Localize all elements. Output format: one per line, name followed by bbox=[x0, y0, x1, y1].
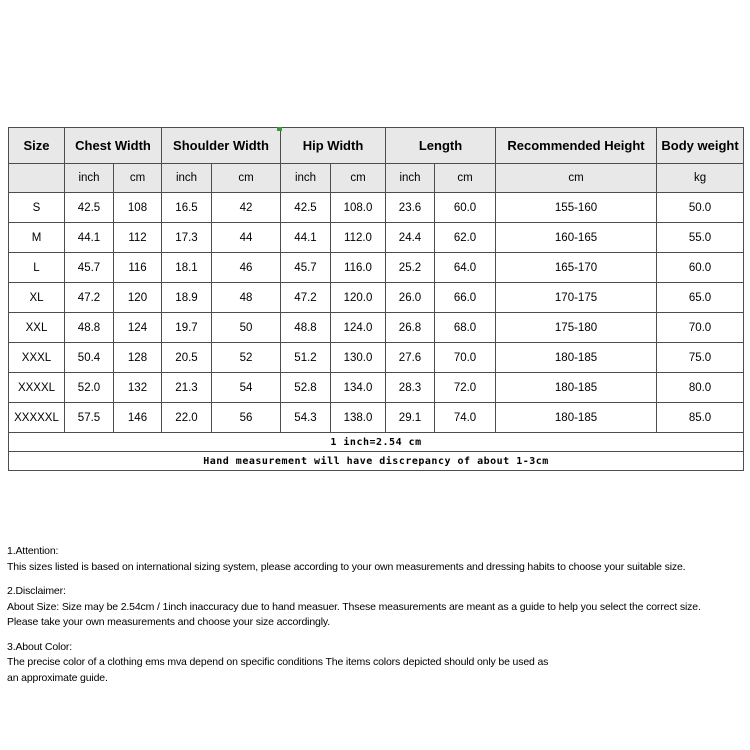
measurement-cell: 70.0 bbox=[657, 313, 744, 343]
measurement-cell: 56 bbox=[212, 403, 281, 433]
section-text-line: This sizes listed is based on international sizing system, please according to your own measurements and dressing habits to choose your suitable size. bbox=[7, 560, 686, 573]
section-title: 3.About Color: bbox=[7, 640, 73, 653]
measurement-cell: 85.0 bbox=[657, 403, 744, 433]
measurement-cell: 65.0 bbox=[657, 283, 744, 313]
note-row-inch-conversion bbox=[9, 433, 744, 452]
measurement-cell: 50 bbox=[212, 313, 281, 343]
measurement-cell: 46 bbox=[212, 253, 281, 283]
unit-shoulder-cm: cm bbox=[212, 164, 281, 193]
table-row bbox=[9, 193, 744, 223]
measurement-cell: 17.3 bbox=[162, 223, 212, 253]
measurement-cell: 170-175 bbox=[496, 283, 657, 313]
section-about-color bbox=[7, 640, 747, 687]
measurement-cell: 48.8 bbox=[281, 313, 331, 343]
measurement-cell: 128 bbox=[114, 343, 162, 373]
unit-chest-inch: inch bbox=[65, 164, 114, 193]
measurement-cell: 120.0 bbox=[331, 283, 386, 313]
size-chart-table bbox=[8, 127, 744, 471]
measurement-cell: 22.0 bbox=[162, 403, 212, 433]
green-corner-marker bbox=[277, 127, 282, 131]
unit-chest-cm: cm bbox=[114, 164, 162, 193]
measurement-cell: 44.1 bbox=[65, 223, 114, 253]
col-header-body-weight: Body weight bbox=[657, 128, 744, 164]
measurement-cell: 120 bbox=[114, 283, 162, 313]
size-label-cell: XXXL bbox=[9, 343, 65, 373]
measurement-cell: 42.5 bbox=[281, 193, 331, 223]
measurement-cell: 45.7 bbox=[65, 253, 114, 283]
section-text-line: an approximate guide. bbox=[7, 671, 108, 684]
section-title: 2.Disclaimer: bbox=[7, 585, 66, 597]
measurement-cell: 64.0 bbox=[435, 253, 496, 283]
unit-height-cm: cm bbox=[496, 164, 657, 193]
table-row bbox=[9, 343, 744, 373]
section-text-line: Please take your own measurements and choose your size accordingly. bbox=[7, 616, 331, 628]
measurement-cell: 51.2 bbox=[281, 343, 331, 373]
note-inch-conversion: 1 inch=2.54 cm bbox=[9, 433, 744, 452]
measurement-cell: 112.0 bbox=[331, 223, 386, 253]
measurement-cell: 54 bbox=[212, 373, 281, 403]
measurement-cell: 160-165 bbox=[496, 223, 657, 253]
measurement-cell: 80.0 bbox=[657, 373, 744, 403]
measurement-cell: 47.2 bbox=[65, 283, 114, 313]
measurement-cell: 54.3 bbox=[281, 403, 331, 433]
measurement-cell: 75.0 bbox=[657, 343, 744, 373]
unit-length-cm: cm bbox=[435, 164, 496, 193]
size-label-cell: L bbox=[9, 253, 65, 283]
table-row bbox=[9, 403, 744, 433]
measurement-cell: 116.0 bbox=[331, 253, 386, 283]
measurement-cell: 52 bbox=[212, 343, 281, 373]
measurement-cell: 50.4 bbox=[65, 343, 114, 373]
size-chart-region bbox=[8, 127, 743, 471]
measurement-cell: 165-170 bbox=[496, 253, 657, 283]
measurement-cell: 175-180 bbox=[496, 313, 657, 343]
measurement-cell: 74.0 bbox=[435, 403, 496, 433]
measurement-cell: 134.0 bbox=[331, 373, 386, 403]
measurement-cell: 44 bbox=[212, 223, 281, 253]
unit-hip-inch: inch bbox=[281, 164, 331, 193]
size-label-cell: M bbox=[9, 223, 65, 253]
measurement-cell: 108 bbox=[114, 193, 162, 223]
measurement-cell: 42.5 bbox=[65, 193, 114, 223]
size-label-cell: XL bbox=[9, 283, 65, 313]
unit-weight-kg: kg bbox=[657, 164, 744, 193]
measurement-cell: 146 bbox=[114, 403, 162, 433]
measurement-cell: 26.8 bbox=[386, 313, 435, 343]
measurement-cell: 18.1 bbox=[162, 253, 212, 283]
section-title: 1.Attention: bbox=[7, 545, 59, 557]
unit-size-empty bbox=[9, 164, 65, 193]
section-text-line: About Size: Size may be 2.54cm / 1inch inaccuracy due to hand measuer. Thsese measurements are meant as a guide to help you select the correct size. bbox=[7, 600, 701, 613]
section-text-line: The precise color of a clothing ems mva depend on specific conditions The items colors depicted should only be used as bbox=[7, 656, 549, 668]
measurement-cell: 44.1 bbox=[281, 223, 331, 253]
table-row bbox=[9, 373, 744, 403]
measurement-cell: 19.7 bbox=[162, 313, 212, 343]
col-header-shoulder-width: Shoulder Width bbox=[162, 128, 281, 164]
measurement-cell: 18.9 bbox=[162, 283, 212, 313]
measurement-cell: 57.5 bbox=[65, 403, 114, 433]
measurement-cell: 155-160 bbox=[496, 193, 657, 223]
col-header-chest-width: Chest Width bbox=[65, 128, 162, 164]
note-row-measurement-discrepancy bbox=[9, 452, 744, 471]
measurement-cell: 52.0 bbox=[65, 373, 114, 403]
measurement-cell: 112 bbox=[114, 223, 162, 253]
measurement-cell: 124.0 bbox=[331, 313, 386, 343]
measurement-cell: 28.3 bbox=[386, 373, 435, 403]
measurement-cell: 21.3 bbox=[162, 373, 212, 403]
measurement-cell: 60.0 bbox=[657, 253, 744, 283]
unit-hip-cm: cm bbox=[331, 164, 386, 193]
col-header-hip-width: Hip Width bbox=[281, 128, 386, 164]
measurement-cell: 55.0 bbox=[657, 223, 744, 253]
measurement-cell: 48.8 bbox=[65, 313, 114, 343]
size-table-body bbox=[9, 193, 744, 433]
table-row bbox=[9, 283, 744, 313]
size-label-cell: XXXXL bbox=[9, 373, 65, 403]
measurement-cell: 45.7 bbox=[281, 253, 331, 283]
table-row bbox=[9, 223, 744, 253]
size-label-cell: XXXXXL bbox=[9, 403, 65, 433]
unit-shoulder-inch: inch bbox=[162, 164, 212, 193]
section-attention bbox=[7, 544, 747, 575]
measurement-cell: 23.6 bbox=[386, 193, 435, 223]
size-label-cell: S bbox=[9, 193, 65, 223]
measurement-cell: 50.0 bbox=[657, 193, 744, 223]
measurement-cell: 130.0 bbox=[331, 343, 386, 373]
col-header-length: Length bbox=[386, 128, 496, 164]
measurement-cell: 16.5 bbox=[162, 193, 212, 223]
measurement-cell: 108.0 bbox=[331, 193, 386, 223]
info-sections bbox=[7, 544, 747, 695]
measurement-cell: 180-185 bbox=[496, 343, 657, 373]
measurement-cell: 26.0 bbox=[386, 283, 435, 313]
unit-length-inch: inch bbox=[386, 164, 435, 193]
measurement-cell: 47.2 bbox=[281, 283, 331, 313]
size-label-cell: XXL bbox=[9, 313, 65, 343]
measurement-cell: 42 bbox=[212, 193, 281, 223]
measurement-cell: 180-185 bbox=[496, 403, 657, 433]
measurement-cell: 27.6 bbox=[386, 343, 435, 373]
measurement-cell: 20.5 bbox=[162, 343, 212, 373]
measurement-cell: 25.2 bbox=[386, 253, 435, 283]
measurement-cell: 29.1 bbox=[386, 403, 435, 433]
measurement-cell: 116 bbox=[114, 253, 162, 283]
measurement-cell: 52.8 bbox=[281, 373, 331, 403]
measurement-cell: 180-185 bbox=[496, 373, 657, 403]
note-measurement-discrepancy: Hand measurement will have discrepancy of about 1-3cm bbox=[9, 452, 744, 471]
measurement-cell: 60.0 bbox=[435, 193, 496, 223]
measurement-cell: 24.4 bbox=[386, 223, 435, 253]
measurement-cell: 70.0 bbox=[435, 343, 496, 373]
measurement-cell: 68.0 bbox=[435, 313, 496, 343]
measurement-cell: 138.0 bbox=[331, 403, 386, 433]
section-disclaimer bbox=[7, 584, 747, 631]
table-row bbox=[9, 313, 744, 343]
measurement-cell: 62.0 bbox=[435, 223, 496, 253]
header-group-row bbox=[9, 128, 744, 164]
measurement-cell: 72.0 bbox=[435, 373, 496, 403]
col-header-recommended-height: Recommended Height bbox=[496, 128, 657, 164]
table-row bbox=[9, 253, 744, 283]
measurement-cell: 132 bbox=[114, 373, 162, 403]
measurement-cell: 124 bbox=[114, 313, 162, 343]
measurement-cell: 48 bbox=[212, 283, 281, 313]
measurement-cell: 66.0 bbox=[435, 283, 496, 313]
col-header-size: Size bbox=[9, 128, 65, 164]
unit-header-row bbox=[9, 164, 744, 193]
